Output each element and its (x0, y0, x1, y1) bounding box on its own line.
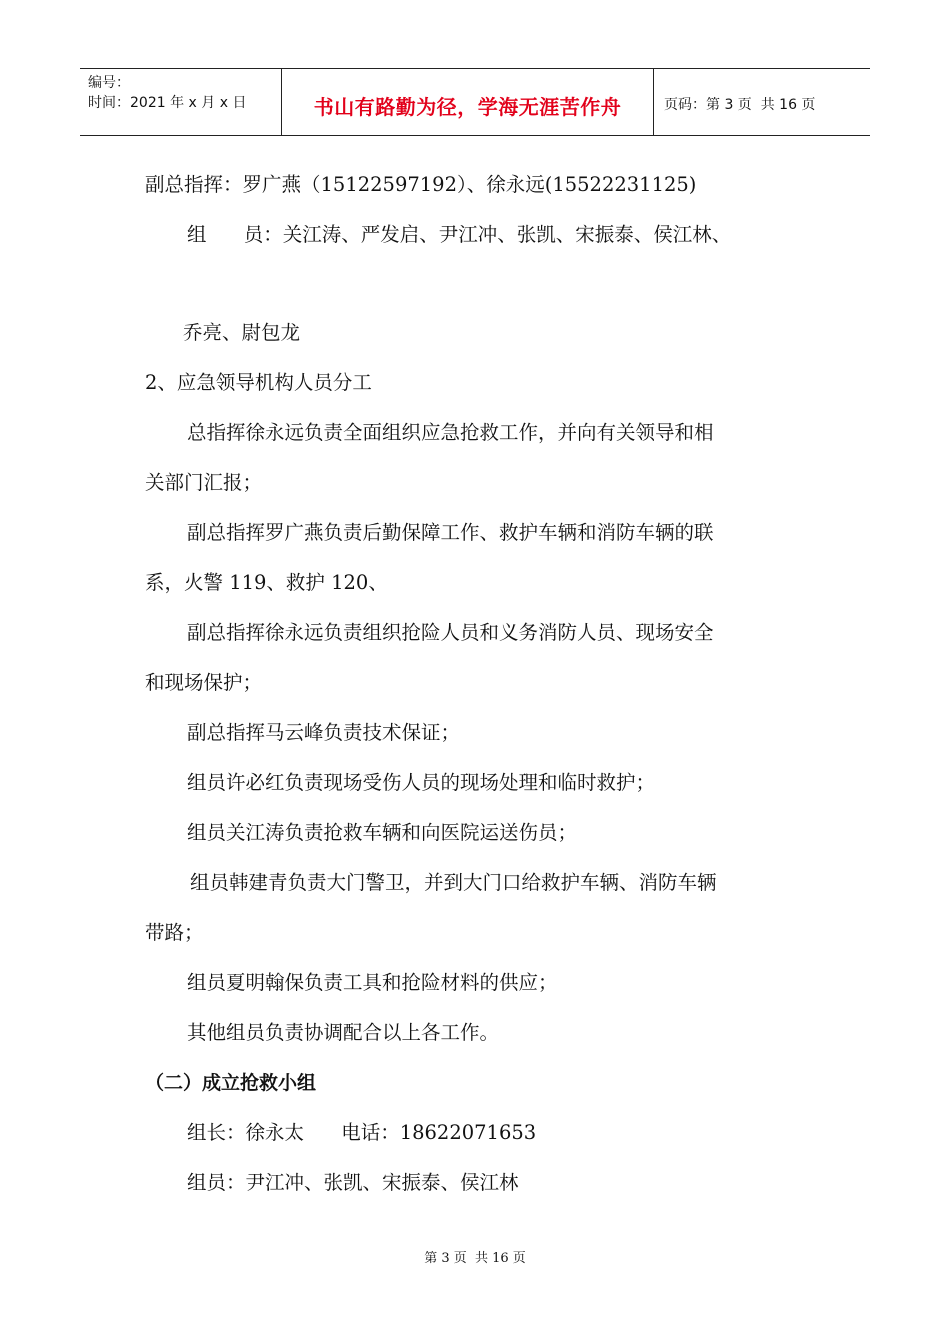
body-line: 关部门汇报； (145, 471, 263, 494)
header-meta-cell (80, 69, 282, 135)
body-line: 组员关江涛负责抢救车辆和向医院运送伤员； (187, 821, 578, 844)
page-footer: 第 3 页 共 16 页 (424, 1251, 526, 1266)
body-line: 总指挥徐永远负责全面组织应急抢救工作，并向有关领导和相 (187, 421, 714, 444)
header-motto-cell (282, 69, 654, 135)
header-page-info: 页码：第 3 页 共 16 页 (664, 97, 816, 113)
header-motto: 书山有路勤为径，学海无涯苦作舟 (313, 95, 622, 119)
body-line: 组 员：关江涛、严发启、尹江冲、张凯、宋振泰、侯江林、 (187, 223, 732, 246)
body-line: 其他组员负责协调配合以上各工作。 (187, 1021, 500, 1044)
body-line: 和现场保护； (145, 671, 263, 694)
header-page-cell (654, 69, 870, 135)
document-header (80, 68, 870, 136)
body-line: 组员许必红负责现场受伤人员的现场处理和临时救护； (187, 771, 656, 794)
section-heading: （二）成立抢救小组 (145, 1072, 317, 1094)
body-line: 组员夏明翰保负责工具和抢险材料的供应； (187, 971, 558, 994)
body-line: 副总指挥：罗广燕（15122597192）、徐永远(15522231125) (145, 173, 697, 196)
body-line: 带路； (145, 921, 204, 944)
document-time-label: 时间：2021 年 x 月 x 日 (88, 95, 247, 111)
body-line: 组长：徐永太 电话：18622071653 (187, 1121, 537, 1144)
body-line: 副总指挥罗广燕负责后勤保障工作、救护车辆和消防车辆的联 (187, 521, 714, 544)
section-heading: 2、应急领导机构人员分工 (145, 371, 372, 394)
body-line: 组员韩建青负责大门警卫，并到大门口给救护车辆、消防车辆 (190, 871, 717, 894)
document-number-label: 编号： (88, 75, 130, 91)
body-line: 副总指挥徐永远负责组织抢险人员和义务消防人员、现场安全 (187, 621, 714, 644)
body-line: 乔亮、尉包龙 (183, 321, 301, 344)
body-line: 副总指挥马云峰负责技术保证； (187, 721, 461, 744)
body-line: 组员：尹江冲、张凯、宋振泰、侯江林 (187, 1171, 519, 1194)
body-line: 系，火警 119、救护 120、 (145, 571, 388, 594)
